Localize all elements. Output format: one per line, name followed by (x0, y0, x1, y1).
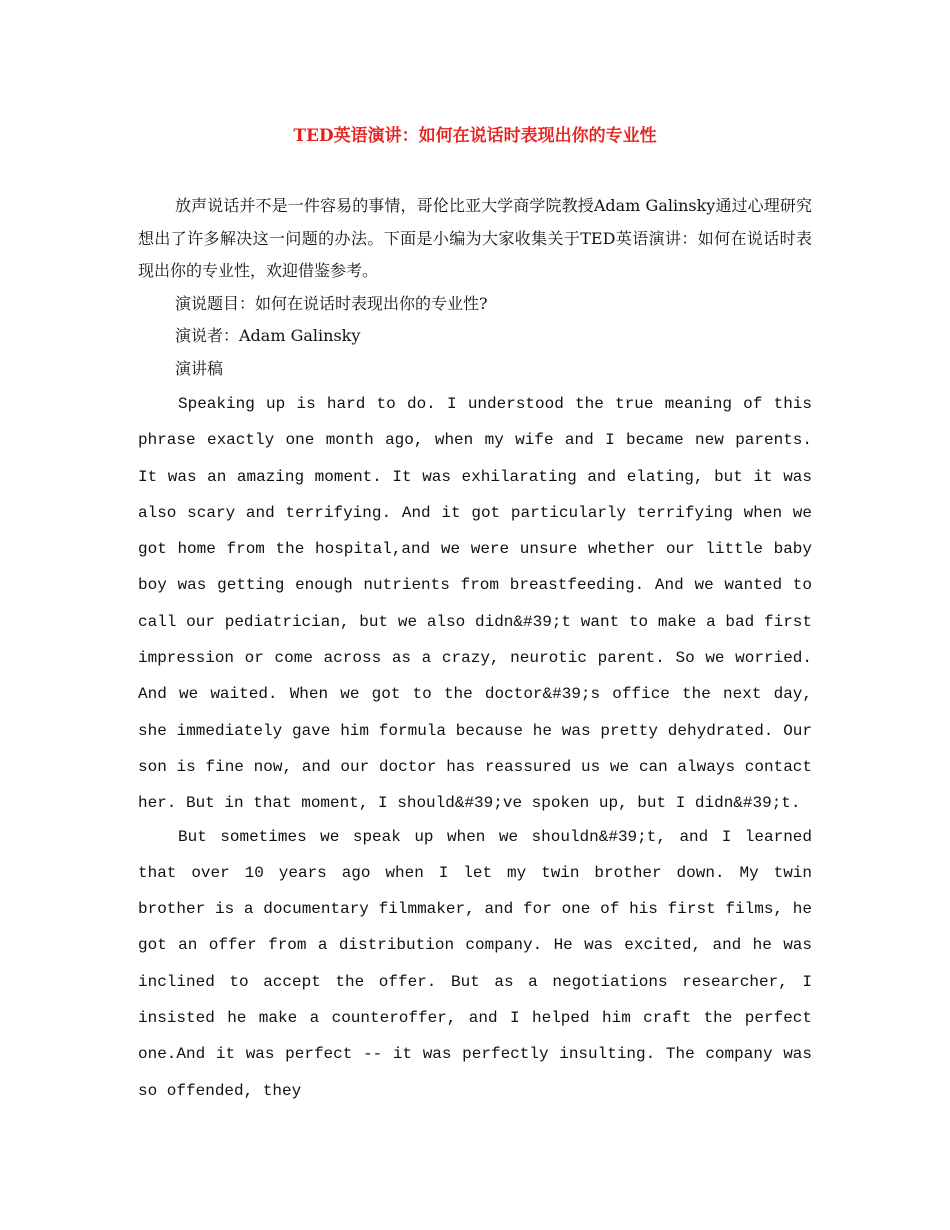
transcript-body (138, 386, 812, 1109)
document-title: TED英语演讲：如何在说话时表现出你的专业性 (293, 126, 657, 146)
topic-line: 演说题目：如何在说话时表现出你的专业性? (175, 293, 488, 313)
document-body (138, 190, 812, 1109)
transcript-heading: 演讲稿 (175, 358, 224, 378)
speaker-line: 演说者：Adam Galinsky (175, 326, 361, 345)
transcript-paragraph: Speaking up is hard to do. I understood the true meaning of this phrase exactly one month ago, when my wife and I became new parents. It was an amazing moment. It was exhilarating and elating, but it was also scary and terrifying. And it got particularly terrifying when we got home from the hospital,and we were unsure whether our little baby boy was getting enough nutrients from breastfeeding. And we wanted to call our pediatrician, but we also didn&#39;t want to make a bad first impression or come across as a crazy, neurotic parent. So we worried. And we waited. When we got to the doctor&#39;s office the next day, she immediately gave him formula because he was pretty dehydrated. Our son is fine now, and our doctor has reassured us we can always contact her. But in that moment, I should&#39;ve spoken up, but I didn&#39;t. (138, 395, 812, 813)
transcript-paragraph: But sometimes we speak up when we shouldn&#39;t, and I learned that over 10 years ago when I let my twin brother down. My twin brother is a documentary filmmaker, and for one of his first films, he got an offer from a distribution company. He was excited, and he was inclined to accept the offer. But as a negotiations researcher, I insisted he make a counteroffer, and I helped him craft the perfect one.And it was perfect -- it was perfectly insulting. The company was so offended, they (138, 827, 812, 1100)
intro-paragraph: 放声说话并不是一件容易的事情，哥伦比亚大学商学院教授Adam Galinsky通过心理研究想出了许多解决这一问题的办法。下面是小编为大家收集关于TED英语演讲：如何在说话时表现出你的专业性，欢迎借鉴参考。 (138, 196, 812, 280)
